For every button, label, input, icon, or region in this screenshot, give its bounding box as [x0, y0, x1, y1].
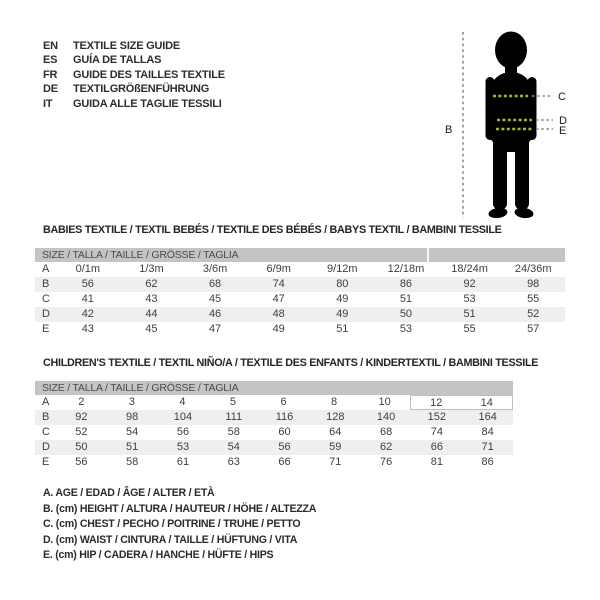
table-cell: 66 [430, 441, 443, 453]
table-cell: 92 [463, 278, 476, 290]
size-header-label: SIZE / TALLA / TAILLE / GRÖSSE / TAGLIA [42, 382, 239, 394]
row-label: A [42, 396, 50, 408]
table-cell: 44 [145, 308, 158, 320]
table-cell: 64 [329, 426, 342, 438]
language-title: GUÍA DE TALLAS [73, 54, 162, 67]
row-label: E [42, 456, 50, 468]
table-cell: 63 [227, 456, 240, 468]
table-row [35, 322, 565, 337]
waist-label: D [559, 115, 567, 127]
table-cell: 51 [336, 323, 349, 335]
language-title: GUIDA ALLE TAGLIE TESSILI [73, 97, 222, 110]
table-cell: 81 [430, 456, 443, 468]
table-row [35, 395, 513, 410]
table-cell: 86 [399, 278, 413, 290]
table-row [35, 262, 565, 277]
table-cell: 52 [75, 426, 88, 438]
language-row [43, 53, 225, 67]
table-cell: 1/3m [139, 263, 164, 275]
row-label: E [42, 323, 50, 335]
table-cell: 56 [81, 278, 94, 290]
table-cell: 50 [399, 308, 413, 320]
table-cell: 12/18m [387, 263, 425, 275]
table-cell: 58 [227, 426, 240, 438]
table-cell: 0/1m [75, 263, 101, 275]
children-section-title: CHILDREN'S TEXTILE / TEXTIL NIÑO/A / TEXTILE DES ENFANTS / KINDERTEXTIL / BAMBINI TESSILE [43, 357, 539, 369]
language-row [43, 39, 225, 53]
language-list [43, 39, 225, 111]
table-cell: 12 [410, 395, 462, 410]
language-code: DE [43, 83, 58, 96]
table-cell: 55 [463, 323, 476, 335]
table-cell: 66 [278, 456, 291, 468]
child-silhouette-icon [486, 32, 537, 220]
header-bar-notch [427, 248, 429, 262]
legend-row: B. (cm) HEIGHT / ALTURA / HAUTEUR / HÖHE / ALTEZZA [43, 502, 317, 515]
table-cell: 71 [481, 441, 494, 453]
measurement-legend [43, 486, 316, 564]
table-cell: 54 [227, 441, 240, 453]
table-cell: 58 [126, 456, 139, 468]
row-label: B [42, 278, 50, 290]
table-cell: 49 [336, 308, 349, 320]
language-title: GUIDE DES TAILLES TEXTILE [73, 68, 225, 81]
chest-label: C [558, 91, 566, 103]
table-cell: 92 [75, 411, 88, 423]
language-row [43, 82, 225, 96]
row-label: C [42, 426, 50, 438]
babies-table-header [35, 248, 565, 262]
row-label: D [42, 308, 50, 320]
table-cell: 71 [329, 456, 342, 468]
table-cell: 51 [463, 308, 476, 320]
table-row [35, 277, 565, 292]
language-row [43, 68, 225, 82]
table-cell: 57 [527, 323, 540, 335]
table-cell: 152 [427, 411, 447, 423]
babies-table [35, 248, 565, 337]
table-cell: 42 [81, 308, 94, 320]
table-cell: 52 [527, 308, 540, 320]
language-code: EN [43, 40, 58, 52]
table-cell: 76 [379, 456, 393, 468]
legend-row: A. AGE / EDAD / ÂGE / ALTER / ETÀ [43, 487, 215, 499]
language-title: TEXTILE SIZE GUIDE [73, 40, 181, 52]
table-cell: 43 [81, 323, 94, 335]
table-cell: 98 [527, 278, 540, 290]
table-cell: 24/36m [514, 263, 552, 275]
children-table-header [35, 381, 513, 395]
table-row [35, 292, 565, 307]
table-row [35, 425, 513, 440]
language-code: ES [43, 54, 58, 67]
table-cell: 49 [272, 323, 285, 335]
table-cell: 43 [145, 293, 158, 305]
table-cell: 128 [326, 411, 345, 423]
legend-row: C. (cm) CHEST / PECHO / POITRINE / TRUHE / PETTO [43, 518, 301, 531]
table-cell: 54 [126, 426, 139, 438]
row-label: D [42, 441, 50, 453]
hip-label: E [559, 125, 567, 137]
table-cell: 2 [78, 396, 85, 408]
table-cell: 104 [173, 411, 193, 423]
table-cell: 68 [208, 278, 222, 290]
table-cell: 6 [280, 396, 287, 408]
table-cell: 46 [208, 308, 222, 320]
table-cell: 86 [481, 456, 494, 468]
table-cell: 47 [208, 323, 222, 335]
table-cell: 9/12m [327, 263, 358, 275]
table-cell: 3/6m [202, 263, 228, 275]
table-cell: 49 [336, 293, 349, 305]
table-cell: 45 [145, 323, 158, 335]
table-cell: 4 [179, 396, 186, 408]
table-cell: 18/24m [451, 263, 488, 275]
table-cell: 59 [329, 441, 342, 453]
children-table-rows [35, 395, 513, 470]
size-header-label: SIZE / TALLA / TAILLE / GRÖSSE / TAGLIA [42, 249, 239, 261]
table-cell: 60 [278, 426, 291, 438]
table-cell: 41 [81, 293, 94, 305]
table-cell: 111 [225, 411, 243, 423]
table-row [35, 410, 513, 425]
table-cell: 51 [126, 441, 139, 453]
table-cell: 8 [331, 396, 338, 408]
table-cell: 3 [128, 396, 135, 408]
babies-section-title: BABIES TEXTILE / TEXTIL BEBÉS / TEXTILE DES BÉBÉS / BABYS TEXTIL / BAMBINI TESSILE [43, 224, 502, 236]
table-cell: 5 [229, 396, 237, 408]
table-cell: 56 [75, 456, 88, 468]
table-cell: 47 [272, 293, 285, 305]
table-cell: 51 [399, 293, 413, 305]
table-cell: 62 [379, 441, 393, 453]
babies-table-rows [35, 262, 565, 337]
language-code: IT [43, 97, 53, 110]
legend-row: E. (cm) HIP / CADERA / HANCHE / HÜFTE / HIPS [43, 549, 274, 562]
table-cell: 14 [462, 395, 514, 410]
table-cell: 62 [145, 278, 158, 290]
table-row [35, 455, 513, 470]
table-cell: 10 [378, 396, 391, 408]
row-label: C [42, 293, 50, 305]
table-row [35, 440, 513, 455]
height-label: B [445, 124, 453, 136]
table-cell: 56 [278, 441, 291, 453]
language-code: FR [43, 68, 58, 81]
table-cell: 116 [275, 411, 294, 423]
table-cell: 50 [75, 441, 88, 453]
table-row [35, 307, 565, 322]
row-label: A [42, 263, 50, 275]
legend-row: D. (cm) WAIST / CINTURA / TAILLE / HÜFTUNG / VITA [43, 533, 298, 546]
table-cell: 164 [478, 411, 497, 423]
table-cell: 6/9m [266, 263, 291, 275]
table-cell: 74 [272, 278, 285, 290]
table-cell: 74 [430, 426, 443, 438]
table-cell: 48 [272, 308, 285, 320]
table-cell: 53 [176, 441, 190, 453]
row-label: B [42, 411, 50, 423]
language-row [43, 97, 225, 111]
table-cell: 80 [336, 278, 349, 290]
table-cell: 61 [176, 456, 190, 468]
table-cell: 55 [527, 293, 540, 305]
table-cell: 140 [376, 411, 396, 423]
table-cell: 53 [463, 293, 476, 305]
table-cell: 53 [399, 323, 413, 335]
table-cell: 45 [208, 293, 222, 305]
table-cell: 98 [126, 411, 139, 423]
children-table [35, 381, 513, 470]
table-cell: 56 [176, 426, 190, 438]
language-title: TEXTILGRÖßENFÜHRUNG [73, 83, 210, 96]
table-cell: 84 [481, 426, 494, 438]
table-cell: 68 [379, 426, 393, 438]
child-figure-diagram [440, 22, 575, 222]
